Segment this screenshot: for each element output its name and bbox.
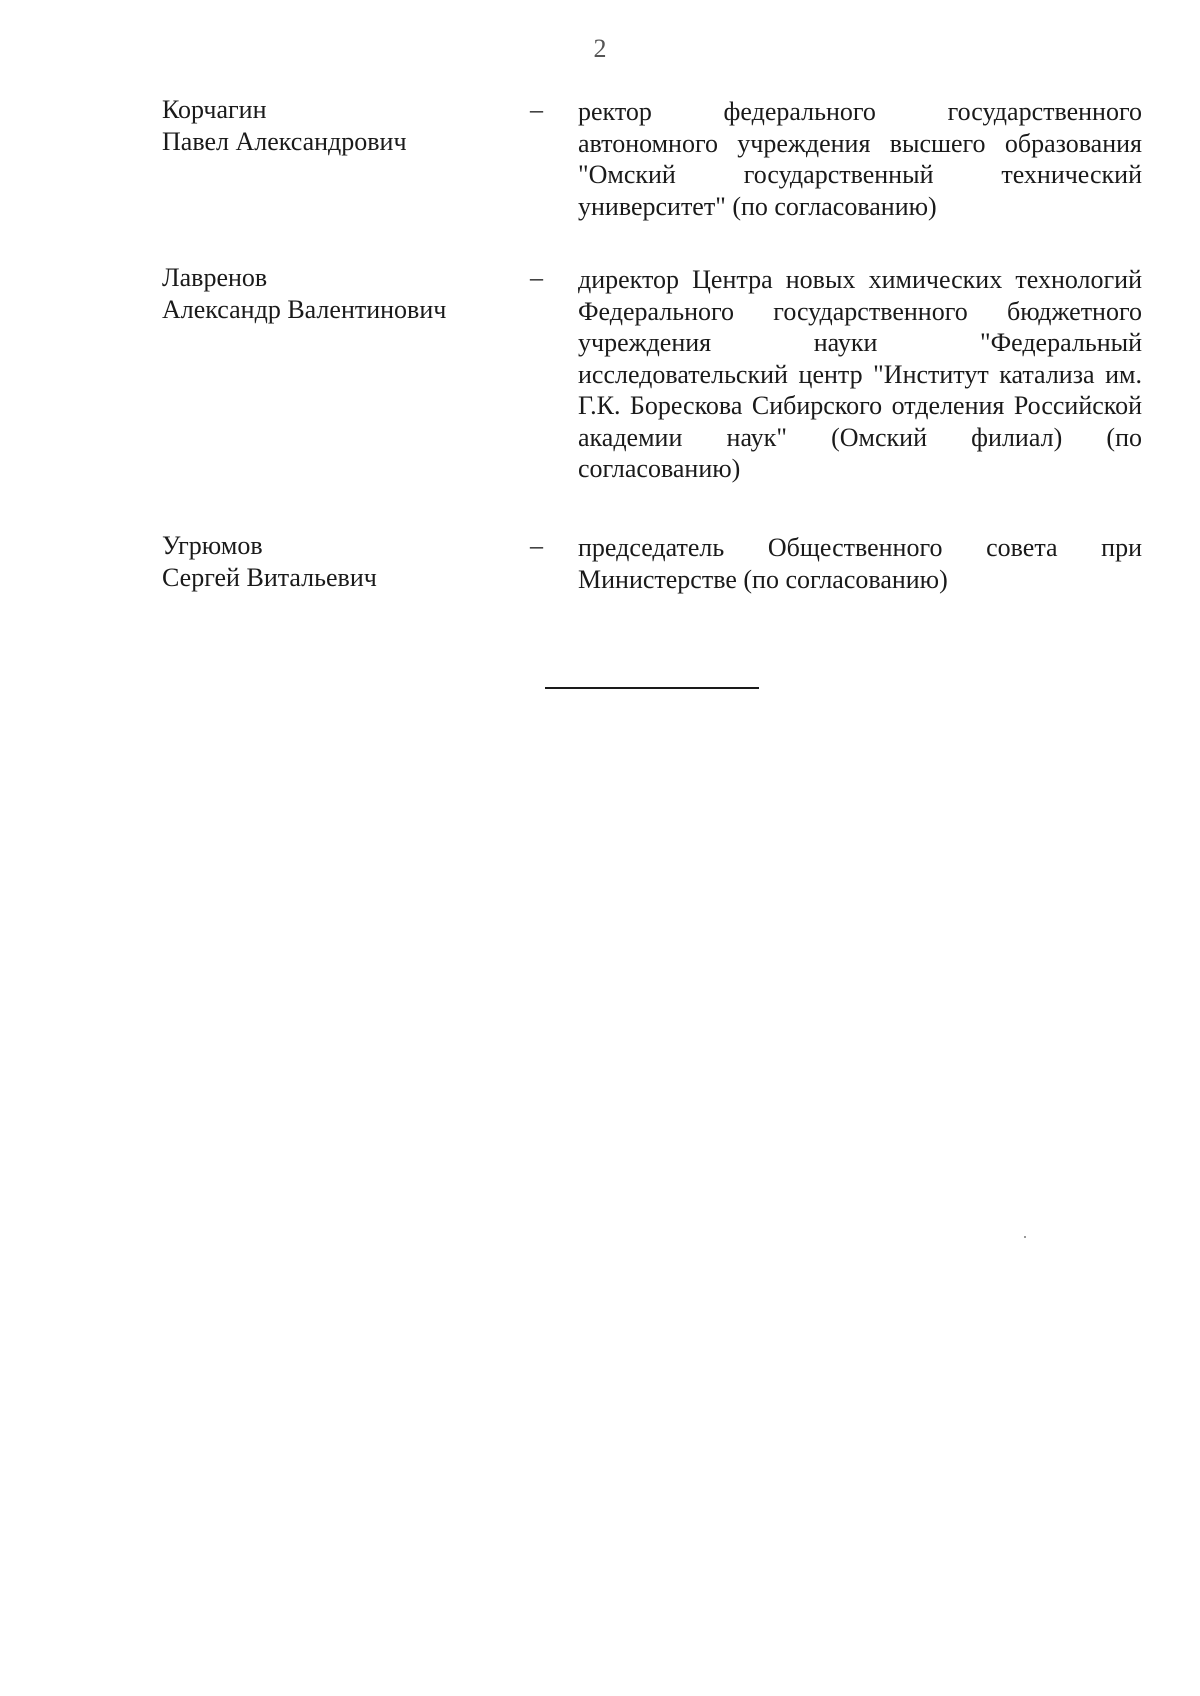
member-surname: Угрюмов (162, 531, 263, 560)
member-name (162, 530, 522, 594)
member-position: ректор федерального государственного автономного учреждения высшего образования "Омский государственный технический университет" (по согласованию) (578, 97, 1142, 221)
member-position: председатель Общественного совета при Министерстве (по согласованию) (578, 533, 1142, 594)
member-dash: – (530, 95, 543, 124)
member-name (162, 94, 522, 158)
member-dash: – (530, 531, 543, 560)
member-given-names: Александр Валентинович (162, 295, 447, 324)
member-given-names: Павел Александрович (162, 127, 407, 156)
member-position: директор Центра новых химических технологий Федерального государственного бюджетного учреждения науки "Федеральный исследовательский центр "Институт катализа им. Г.К. Борескова Сибирского отделения Российской академии наук" (Омский филиал) (по согласованию) (578, 265, 1142, 483)
scan-speck (1024, 1236, 1026, 1238)
member-given-names: Сергей Витальевич (162, 563, 377, 592)
page-number: 2 (593, 34, 607, 63)
end-of-list-rule (545, 687, 759, 689)
member-surname: Лавренов (162, 263, 268, 292)
member-dash: – (530, 263, 543, 292)
member-surname: Корчагин (162, 95, 267, 124)
member-name (162, 262, 522, 326)
